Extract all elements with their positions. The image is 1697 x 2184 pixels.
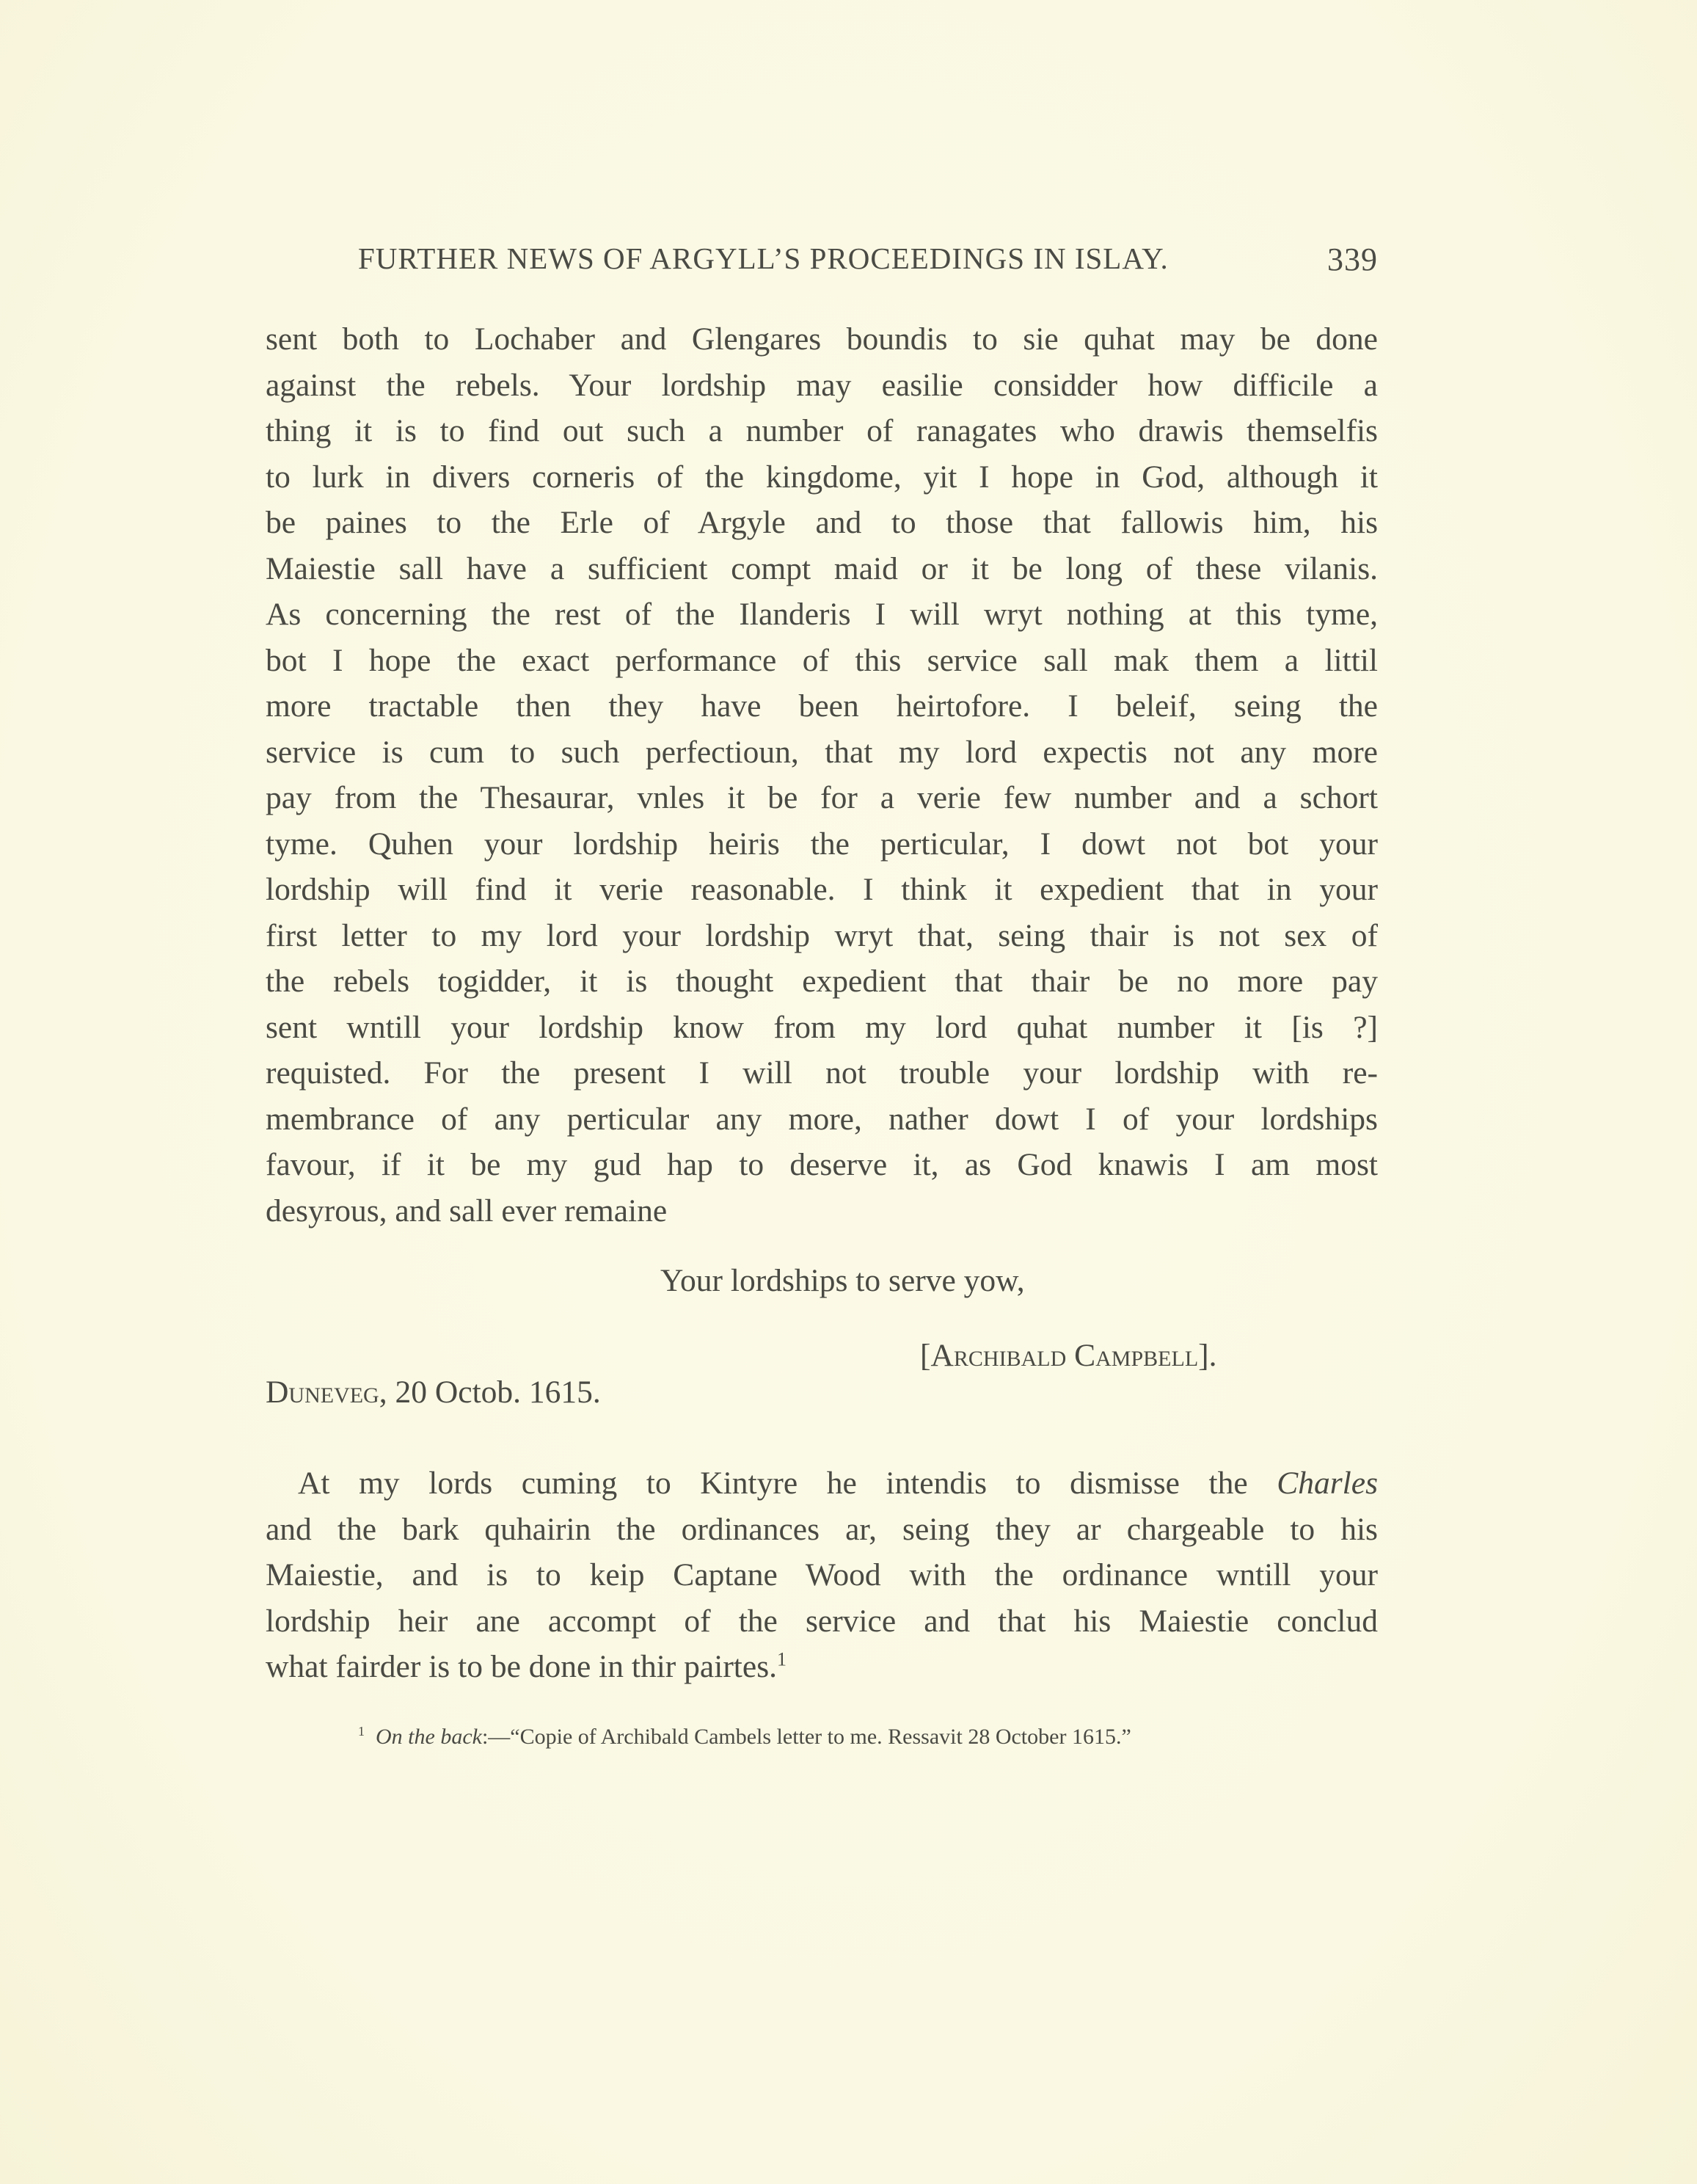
text-line: against the rebels. Your lordship may easilie considder how difficile a [266, 367, 1378, 403]
text-line: pay from the Thesaurar, vnles it be for a verie few number and a schort [266, 780, 1378, 815]
text-line: to lurk in divers corneris of the kingdome, yit I hope in God, although it [266, 459, 1378, 495]
postscript-line [266, 1644, 1378, 1690]
postscript-line [266, 1460, 1378, 1507]
text-line: favour, if it be my gud hap to deserve it, as God knawis I am most [266, 1147, 1378, 1182]
text-line: desyrous, and sall ever remaine [266, 1193, 668, 1228]
signature-name: Archibald Campbell [930, 1338, 1199, 1373]
footnote [358, 1725, 1131, 1750]
place-name: Duneveg [266, 1375, 379, 1410]
text-line: lordship will find it verie reasonable. I think it expedient that in your [266, 872, 1378, 907]
text-line: bot I hope the exact performance of this service sall mak them a littil [266, 642, 1378, 678]
text-line: be paines to the Erle of Argyle and to those that fallowis him, his [266, 505, 1378, 540]
postscript-line-text: what fairder is to be done in thir pairtes. [266, 1649, 777, 1684]
text-line: Maiestie sall have a sufficient compt maid or it be long of these vilanis. [266, 550, 1378, 586]
postscript-line-text: At my lords cuming to Kintyre he intendis to dismisse the [298, 1466, 1277, 1501]
signature [920, 1337, 1217, 1374]
text-line: requisted. For the present I will not trouble your lordship with re- [266, 1055, 1378, 1091]
signature-open-bracket: [ [920, 1338, 931, 1373]
footnote-marker: 1 [358, 1724, 365, 1739]
postscript [266, 1460, 1378, 1690]
postscript-line: Maiestie, and is to keip Captane Wood with the ordinance wntill your [266, 1557, 1378, 1592]
letter-closing: Your lordships to serve yow, [660, 1263, 1025, 1298]
text-line: membrance of any perticular any more, nather dowt I of your lordships [266, 1101, 1378, 1137]
text-line: service is cum to such perfectioun, that my lord expectis not any more [266, 734, 1378, 770]
text-line: thing it is to find out such a number of ranagates who drawis themselfis [266, 413, 1378, 448]
place-date [266, 1374, 601, 1410]
text-line: more tractable then they have been heirtofore. I beleif, seing the [266, 688, 1378, 724]
ship-name: Charles [1277, 1466, 1378, 1501]
signature-close-bracket: ]. [1198, 1338, 1217, 1373]
letter-body [266, 316, 1378, 1234]
text-line: sent both to Lochaber and Glengares boundis to sie quhat may be done [266, 321, 1378, 357]
postscript-line: lordship heir ane accompt of the service and that his Maiestie conclud [266, 1603, 1378, 1639]
running-head [358, 241, 1378, 277]
footnote-reference: 1 [777, 1648, 787, 1670]
date-text: , 20 Octob. 1615. [379, 1375, 601, 1410]
text-line: tyme. Quhen your lordship heiris the perticular, I dowt not bot your [266, 826, 1378, 862]
footnote-separator: :— [481, 1725, 511, 1749]
footnote-text: “Copie of Archibald Cambels letter to me. Ressavit 28 October 1615.” [510, 1725, 1131, 1749]
footnote-label: On the back [376, 1725, 482, 1749]
text-line: As concerning the rest of the Ilanderis I will wryt nothing at this tyme, [266, 597, 1378, 632]
text-line: sent wntill your lordship know from my lord quhat number it [is ?] [266, 1009, 1378, 1045]
postscript-line: and the bark quhairin the ordinances ar, seing they ar chargeable to his [266, 1511, 1378, 1547]
text-line: the rebels togidder, it is thought expedient that thair be no more pay [266, 964, 1378, 999]
page-number: 339 [1327, 241, 1378, 277]
running-head-title: FURTHER NEWS OF ARGYLL’S PROCEEDINGS IN ISLAY. [358, 241, 1169, 275]
text-line: first letter to my lord your lordship wryt that, seing thair is not sex of [266, 917, 1378, 953]
